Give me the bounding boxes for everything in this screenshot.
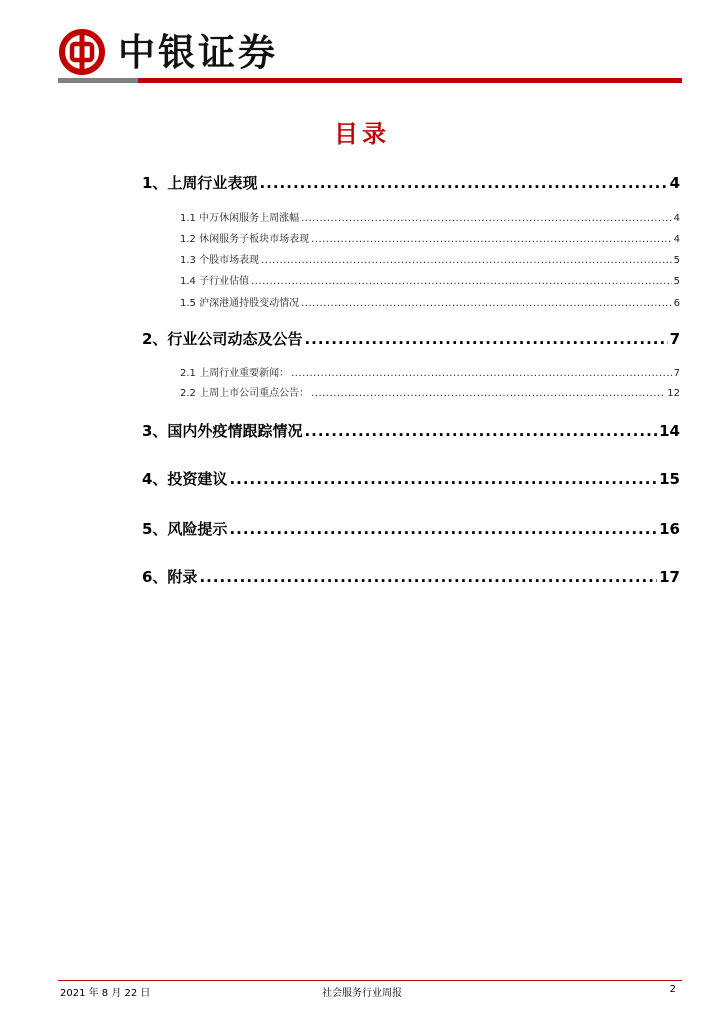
toc-entry-page: 16 [659,520,680,538]
header-rule-red [138,78,682,83]
toc-entry-label: 1.3 个股市场表现 [180,255,260,266]
toc-entry-label: 2、行业公司动态及公告 [142,330,303,348]
toc-entry[interactable] [180,364,680,379]
toc-entry-label: 1、上周行业表现 [142,174,258,192]
toc-leader-dots [311,388,665,399]
toc-entry-page: 4 [673,213,680,224]
toc-leader-dots [301,298,672,309]
toc-leader-dots [304,422,657,440]
toc-entry-page: 15 [659,470,680,488]
toc-entry-page: 7 [673,368,680,379]
toc-leader-dots [199,568,657,586]
toc-entry-page: 5 [673,276,680,287]
toc-entry-label: 6、附录 [142,568,198,586]
toc-entry[interactable] [142,518,680,539]
toc-entry-label: 1.2 休闲服务子板块市场表现 [180,234,310,245]
toc-leader-dots [229,470,657,488]
toc-entry-label: 1.1 中万休闲服务上周涨幅 [180,213,300,224]
toc-entry-label: 3、国内外疫情跟踪情况 [142,422,303,440]
toc-leader-dots [261,255,672,266]
toc-entry-label: 4、投资建议 [142,470,228,488]
toc-entry-page: 12 [667,388,680,399]
footer-report-title: 社会服务行业周报 [322,988,402,999]
toc-entry[interactable] [142,566,680,587]
toc-leader-dots [229,520,657,538]
toc-entry[interactable] [180,272,680,287]
toc-entry-label: 2.1 上周行业重要新闻： [180,368,290,379]
toc-entry[interactable] [180,384,680,399]
toc-leader-dots [301,213,672,224]
footer-date: 2021 年 8 月 22 日 [60,988,151,999]
page-header [58,28,682,86]
toc-leader-dots [251,276,672,287]
toc-entry[interactable] [180,209,680,224]
toc-leader-dots [259,174,667,192]
toc-entry-page: 4 [669,174,680,192]
bank-of-china-logo-icon [58,28,106,76]
toc-entry[interactable] [180,230,680,245]
toc-entry-label: 1.4 子行业估值 [180,276,250,287]
toc-entry-label: 1.5 沪深港通持股变动情况 [180,298,300,309]
footer-rule [58,980,682,981]
toc-entry[interactable] [180,251,680,266]
header-rule-gray [58,78,138,83]
toc-leader-dots [311,234,672,245]
toc-entry-page: 14 [659,422,680,440]
toc-entry-page: 17 [659,568,680,586]
toc-entry[interactable] [180,294,680,309]
toc-entry-label: 5、风险提示 [142,520,228,538]
toc-leader-dots [291,368,672,379]
toc-leader-dots [304,330,667,348]
toc-entry-page: 4 [673,234,680,245]
toc-entry[interactable] [142,172,680,193]
toc-entry-page: 5 [673,255,680,266]
toc-entry-label: 2.2 上周上市公司重点公告： [180,388,310,399]
toc-entry-page: 7 [669,330,680,348]
toc-entry[interactable] [142,328,680,349]
toc-title: 目录 [334,119,390,148]
toc-entry[interactable] [142,420,680,441]
toc-entry-page: 6 [673,298,680,309]
brand-name: 中银证券 [118,30,278,74]
toc-entry[interactable] [142,468,680,489]
footer-page-number: 2 [669,984,676,995]
